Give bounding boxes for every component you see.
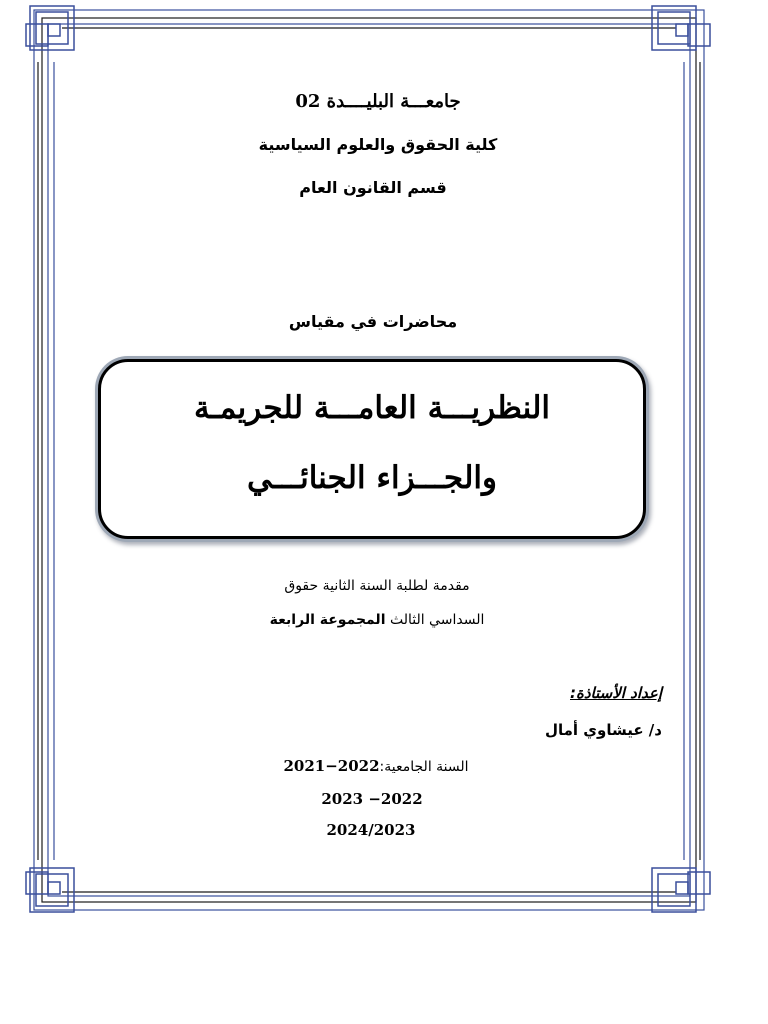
course-title-line-1: النظريـــة العامـــة للجريمـة [193,390,551,426]
audience-line: مقدمة لطلبة السنة الثانية حقوق [284,578,470,594]
academic-year-label: السنة الجامعية: [379,759,469,775]
corner-ornament-bottom-right [652,868,710,912]
author-name: د/ عيشاوي أمال [544,721,662,739]
title-box [98,359,646,539]
lectures-label: محاضرات في مقياس [288,312,458,331]
semester-group-line [0,612,754,628]
semester-label: السداسي الثالث [389,612,485,628]
course-title-line-2: والجـــزاء الجنائـــي [247,460,497,496]
corner-ornament-bottom-left [26,868,74,912]
university-name: جامعـــة البليــــدة 02 [295,91,461,112]
group-label: المجموعة الرابعة [269,612,386,628]
academic-year-line-2: 2022− 2023 [321,790,423,808]
academic-year-line-3: 2024/2023 [326,821,416,839]
department-name: قسم القانون العام [299,178,447,197]
prepared-by-label: إعداد الأستاذة: [570,684,662,702]
academic-year-line [0,757,752,775]
academic-year-value: 2021−2022 [283,757,380,775]
faculty-name: كلية الحقوق والعلوم السياسية [258,135,498,154]
